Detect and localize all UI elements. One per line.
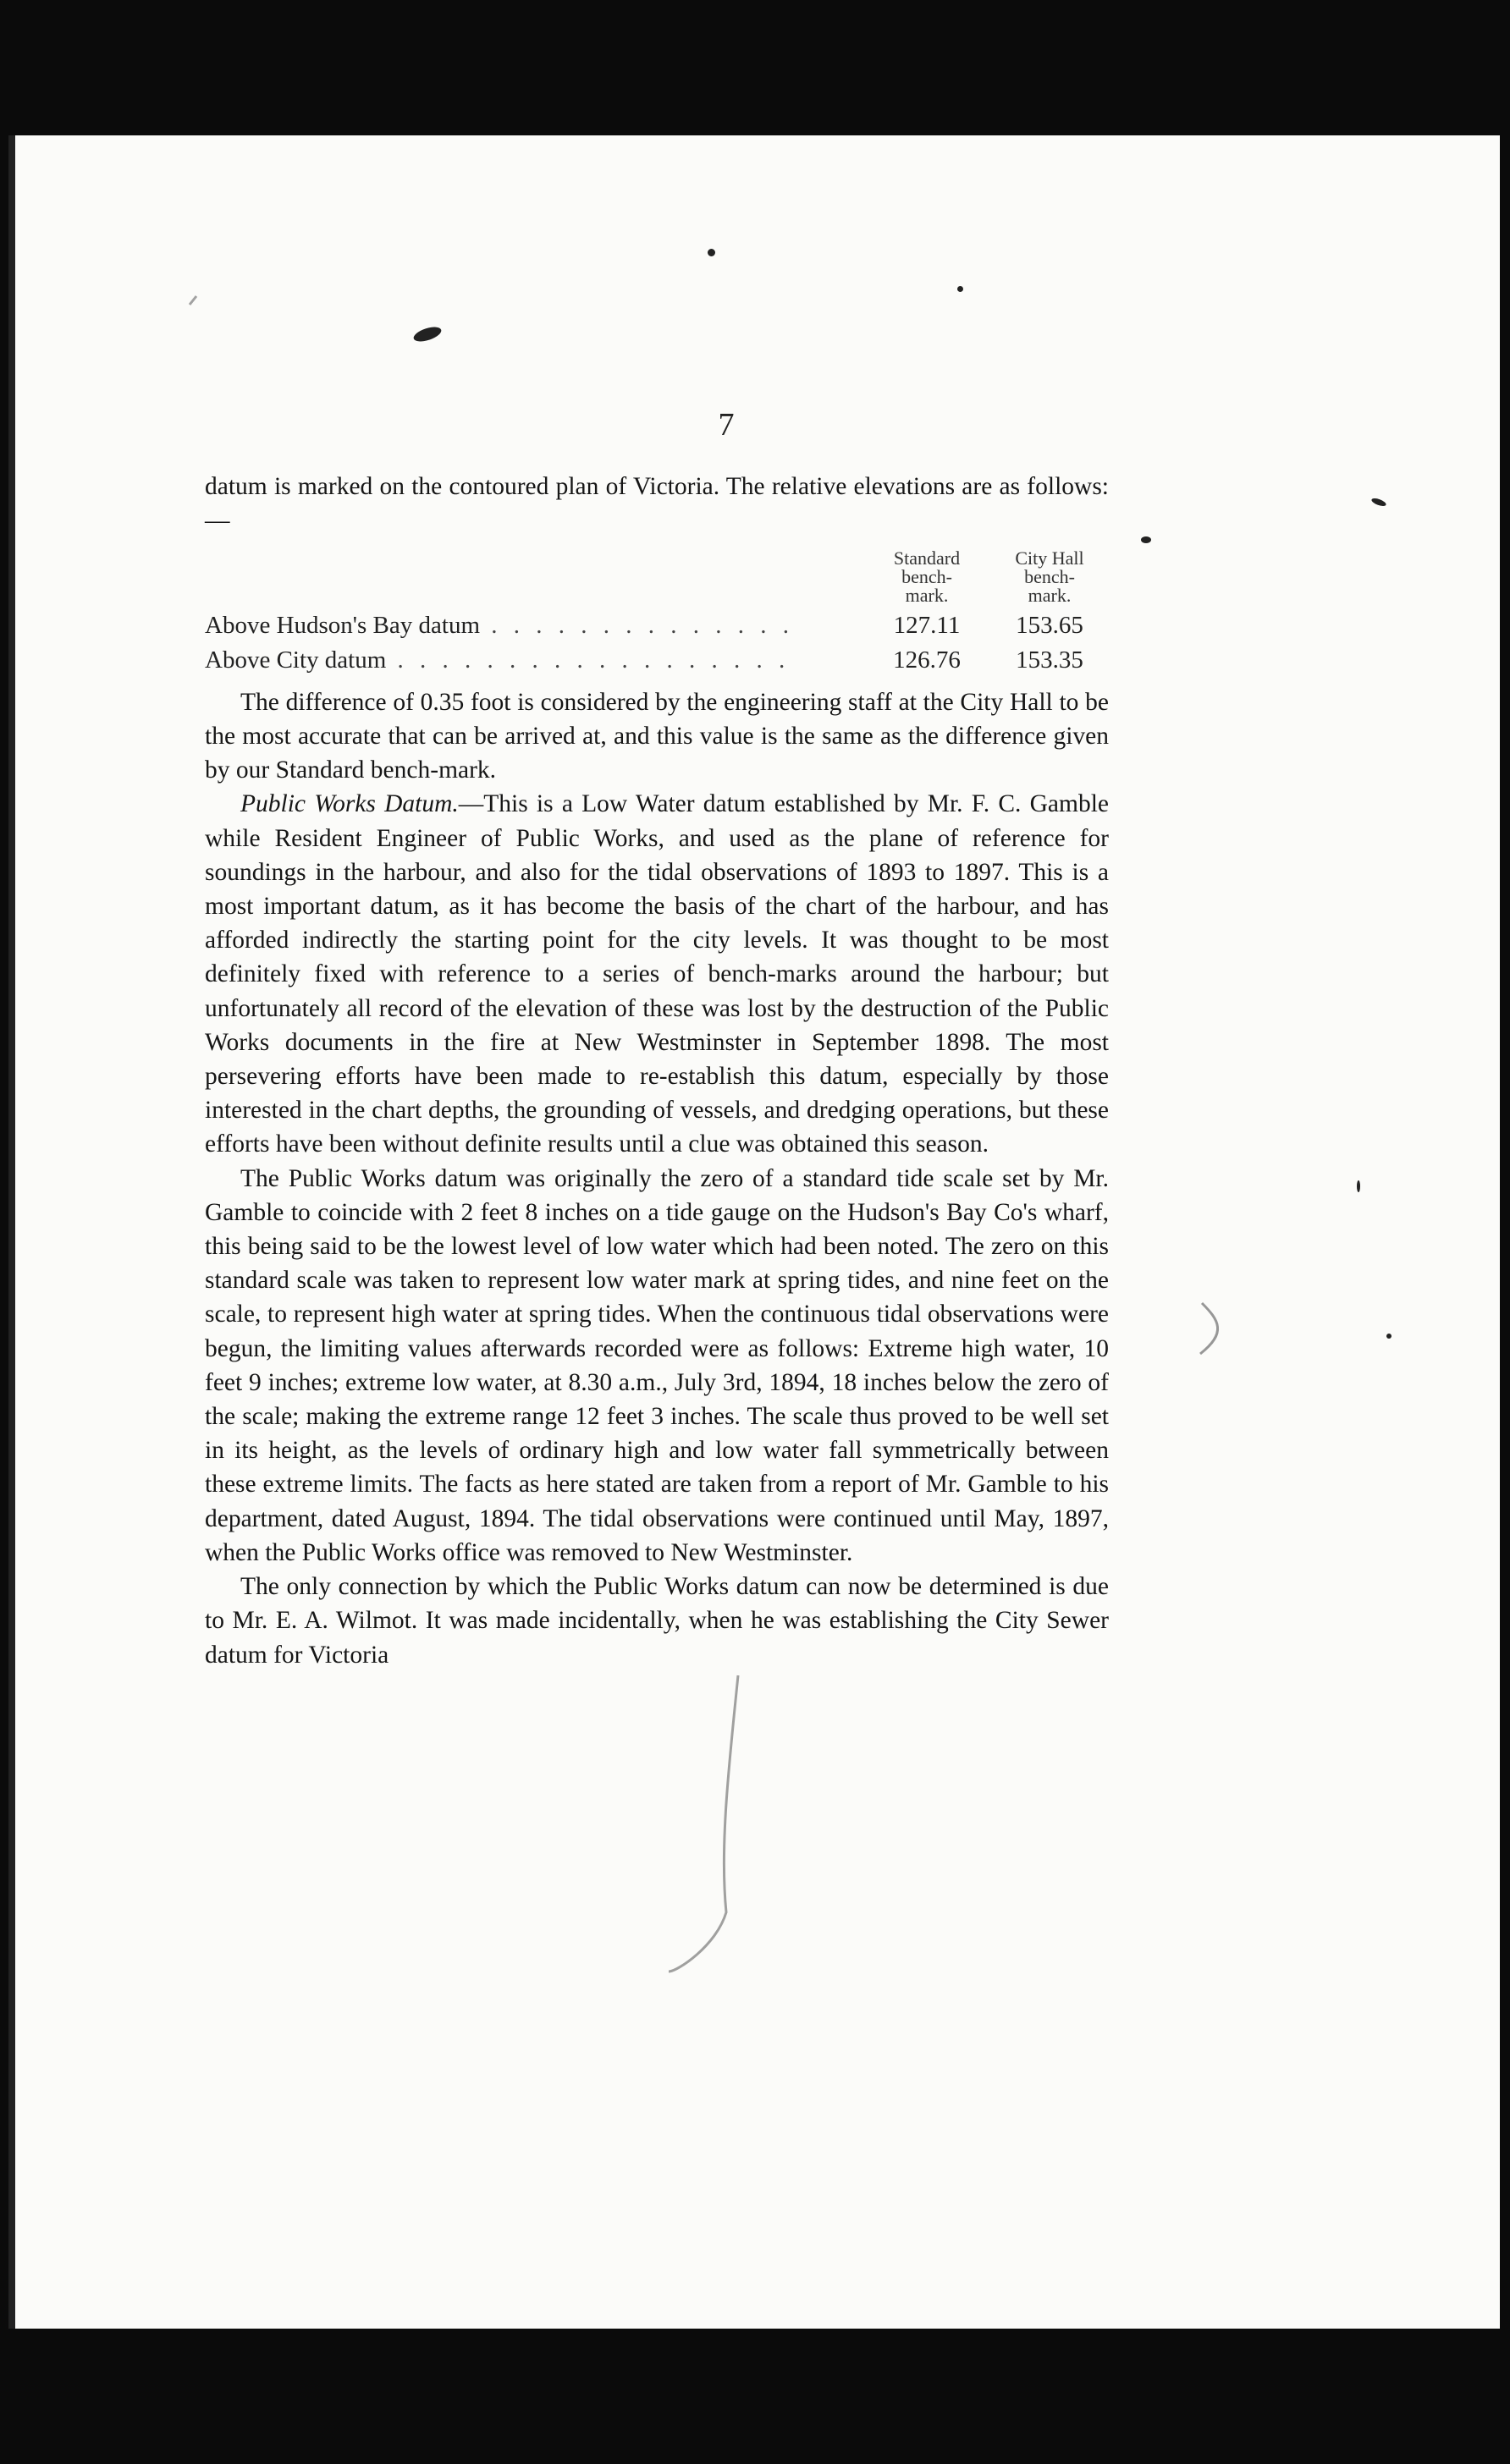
city-hall-value: 153.35 <box>1016 646 1083 674</box>
row-label: Above Hudson's Bay datum . . . . . . . . . . . . . . <box>205 612 795 640</box>
ink-speck <box>708 249 715 256</box>
table-row <box>205 608 1109 642</box>
paragraph-connection: The only connection by which the Public Works datum can now be determined is due to Mr. E. A. Wilmot. It was made incidentally, when he was establishing the City Sewer datum for Victoria <box>205 1573 1109 1669</box>
standard-value: 127.11 <box>893 612 961 640</box>
ink-speck <box>1141 536 1151 543</box>
paragraph-tide-scale: The Public Works datum was originally the zero of a standard tide scale set by Mr. Gamble to coincide with 2 feet 8 inches on a tide gauge on the Hudson's Bay Co's wharf, this being said to be the lowest level of low water which had been noted. The zero on this standard scale was taken to represent low water mark at spring tides, and nine feet on the scale, to represent high water at spring tides. When the continuous tidal observations were begun, the limiting values afterwards recorded were as follows: Extreme high water, 10 feet 9 inches; extreme low water, at 8.30 a.m., July 3rd, 1894, 18 inches below the zero of the scale; making the extreme range 12 feet 3 inches. The scale thus proved to be well set in its height, as the levels of ordinary high and low water fall symmetrically between these extreme limits. The facts as here stated are taken from a report of Mr. Gamble to his department, dated August, 1894. The tidal observations were continued until May, 1897, when the Public Works office was removed to New Westminster. <box>205 1164 1109 1566</box>
column-header-standard: Standard bench- mark. <box>893 547 961 607</box>
row-label: Above City datum . . . . . . . . . . . . . . . . . . <box>205 646 791 674</box>
paragraph-difference: The difference of 0.35 foot is considered by the engineering staff at the City Hall to be the most accurate that can be arrived at, and this value is the same as the difference given by our Standard bench-mark. <box>205 688 1109 784</box>
paragraph-text: —This is a Low Water datum established by Mr. F. C. Gamble while Resident Engineer of Public Works, and used as the plane of reference for soundings in the harbour, and also for the tidal observations of 1893 to 1897. This is a most important datum, as it has become the basis of the chart of the harbour, and has afforded indirectly the starting point for the city levels. It was thought to be most definitely fixed with reference to a series of bench-marks around the harbour; but unfortunately all record of the elevation of these was lost by the destruction of the Public Works documents in the fire at New Westminster in September 1898. The most persevering efforts have been made to re-establish this datum, especially by those interested in the chart depths, the grounding of vessels, and dredging operations, but these efforts have been without definite results until a clue was obtained this season. <box>205 790 1109 1158</box>
ink-speck <box>1370 497 1386 508</box>
page-edge-shadow <box>8 135 15 2329</box>
ink-speck <box>1357 1180 1360 1192</box>
paragraph-public-works-datum <box>205 787 1109 1161</box>
table-header-label <box>205 549 863 608</box>
ink-speck <box>1386 1334 1392 1339</box>
standard-value: 126.76 <box>893 646 961 674</box>
column-header-city-hall: City Hall bench- mark. <box>1015 547 1084 607</box>
ink-blot <box>412 324 444 344</box>
intro-paragraph: datum is marked on the contoured plan of Victoria. The relative elevations are as follows:— <box>205 473 1109 535</box>
scanned-page <box>8 135 1500 2329</box>
city-hall-value: 153.65 <box>1016 612 1083 640</box>
ink-speck <box>957 286 963 292</box>
section-heading: Public Works Datum. <box>240 790 459 818</box>
body-text <box>205 470 1109 1672</box>
table-row <box>205 643 1109 677</box>
elevation-table <box>205 549 1109 676</box>
page-number: 7 <box>718 407 735 443</box>
